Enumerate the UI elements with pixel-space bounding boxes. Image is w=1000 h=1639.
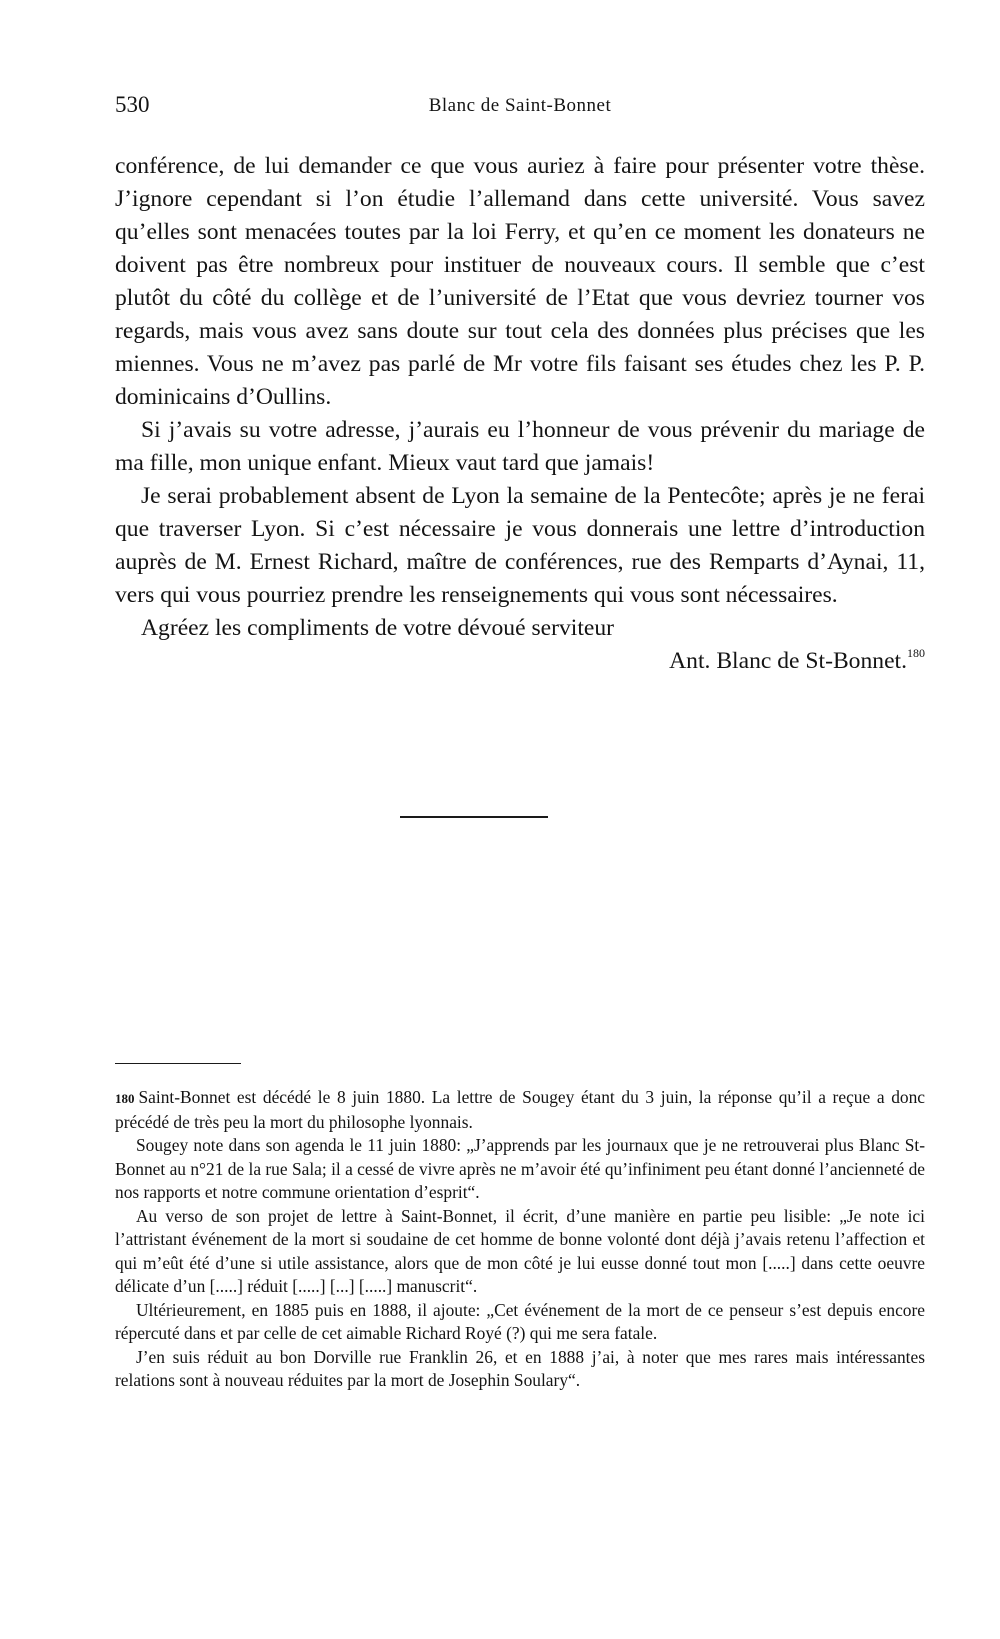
footnote-paragraph: Au verso de son projet de lettre à Saint-Bonnet, il écrit, d’une manière en partie peu lisible: „Je note ici l’attristant événement de la mort si soudaine de cet homme de bonne volonté dont déjà j’avais retenu l’affection et qui m’eût été d’une si utile assistance, alors que de mon côté je lui eusse donné tout mon [.....] dans cette oeuvre délicate d’un [.....] réduit [.....] [...] [.....] manuscrit“. [115, 1205, 925, 1296]
footnote-paragraph [115, 1086, 925, 1134]
footnote-rule [115, 1063, 241, 1064]
running-title: Blanc de Saint-Bonnet [428, 95, 612, 116]
letter-closing: Agréez les compliments de votre dévoué serviteur [141, 615, 615, 641]
letter-body [115, 150, 925, 678]
footnote-number: 180 [115, 1091, 135, 1106]
footnote-paragraph: Ultérieurement, en 1885 puis en 1888, il ajoute: „Cet événement de la mort de ce penseur s’est depuis encore répercuté dans et par celle de cet aimable Richard Royé (?) qui me sera fatale. [115, 1299, 925, 1343]
section-separator [400, 816, 548, 818]
footnote-text: Saint-Bonnet est décédé le 8 juin 1880. La lettre de Sougey étant du 3 juin, la réponse qu’il a reçue a donc précédé de très peu la mort du philosophe lyonnais. [115, 1087, 925, 1132]
footnote-reference: 180 [907, 646, 925, 661]
footnote-paragraph: J’en suis réduit au bon Dorville rue Franklin 26, et en 1888 j’ai, à noter que mes rares mais intéressantes relations sont à nouveau réduites par la mort de Josephin Soulary“. [115, 1346, 925, 1390]
letter-paragraph: Je serai probablement absent de Lyon la semaine de la Pentecôte; après je ne ferai que traverser Lyon. Si c’est nécessaire je vous donnerais une lettre d’introduction auprès de M. Ernest Richard, maître de conférences, rue des Remparts d’Aynai, 11, vers qui vous pourriez prendre les renseignements qui vous sont nécessaires. [115, 483, 925, 608]
letter-paragraph: Si j’avais su votre adresse, j’aurais eu l’honneur de vous prévenir du mariage de ma fille, mon unique enfant. Mieux vaut tard que jamais! [115, 417, 925, 476]
footnotes [115, 1086, 925, 1393]
letter-signature [115, 645, 925, 678]
letter-paragraph: conférence, de lui demander ce que vous auriez à faire pour présenter votre thèse. J’ignore cependant si l’on étudie l’allemand dans cette université. Vous savez qu’elles sont menacées toutes par la loi Ferry, et qu’en ce moment les donateurs ne doivent pas être nombreux pour instituer de nouveaux cours. Il semble que c’est plutôt du côté du collège et de l’université de l’Etat que vous devriez tourner vos regards, mais vous avez sans doute sur tout cela des données plus précises que les miennes. Vous ne m’avez pas parlé de Mr votre fils faisant ses études chez les P. P. dominicains d’Oullins. [115, 153, 925, 410]
footnote-paragraph: Sougey note dans son agenda le 11 juin 1880: „J’apprends par les journaux que je ne retrouverai plus Blanc St-Bonnet au n°21 de la rue Sala; il a cessé de vivre après ne m’avoir été qu’infiniment peu étant donné l’ancienneté de nos rapports et notre commune orientation d’esprit“. [115, 1135, 925, 1202]
signature-text: Ant. Blanc de St-Bonnet. [669, 648, 907, 674]
page-number: 530 [115, 92, 150, 117]
running-head [115, 92, 925, 124]
